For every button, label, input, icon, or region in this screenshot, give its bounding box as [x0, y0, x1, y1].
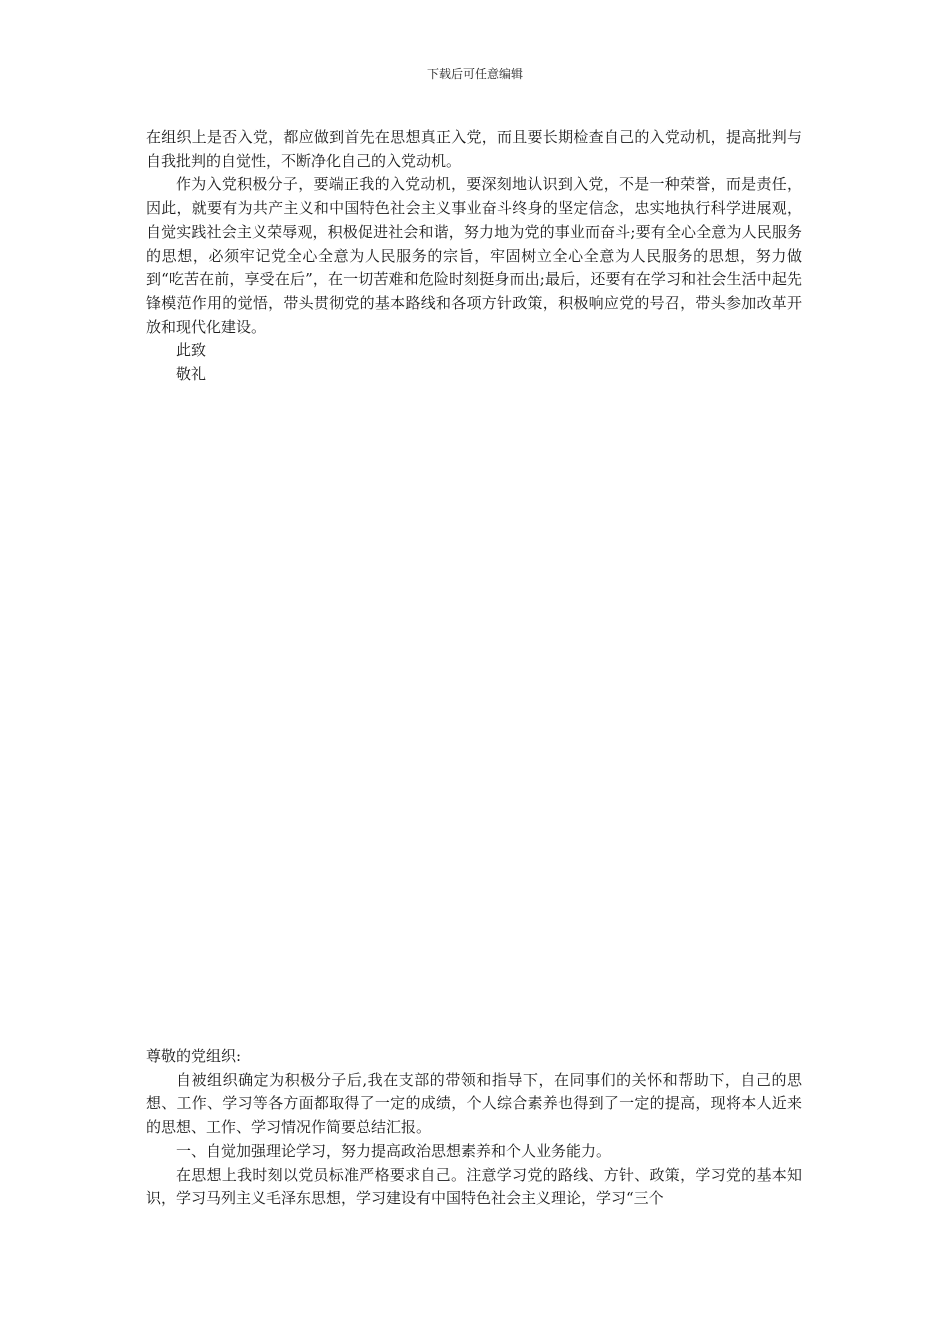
paragraph-thought: 在思想上我时刻以党员标准严格要求自己。注意学习党的路线、方针、政策，学习党的基本知识，学习马列主义毛泽东思想，学习建设有中国特色社会主义理论，学习“三个: [146, 1165, 802, 1208]
letter-salutation: 尊敬的党组织:: [146, 1047, 242, 1065]
paragraph-motivation: 作为入党积极分子，要端正我的入党动机，要深刻地认识到入党，不是一种荣誉，而是责任，因此，就要有为共产主义和中国特色社会主义事业奋斗终身的坚定信念，忠实地执行科学进展观，自觉实践社会主义荣辱观，积极促进社会和谐，努力地为党的事业而奋斗;要有全心全意为人民服务的思想，必须牢记党全心全意为人民服务的宗旨，牢固树立全心全意为人民服务的思想，努力做到“吃苦在前，享受在后”，在一切苦难和危险时刻挺身而出;最后，还要有在学习和社会生活中起先锋模范作用的觉悟，带头贯彻党的基本路线和各项方针政策，积极响应党的号召，带头参加改革开放和现代化建设。: [146, 175, 802, 336]
closing-regards: 敬礼: [176, 365, 207, 384]
closing-salutation: 此致: [176, 341, 207, 360]
paragraph-intro: 自被组织确定为积极分子后,我在支部的带领和指导下，在同事们的关怀和帮助下，自己的思想、工作、学习等各方面都取得了一定的成绩，个人综合素养也得到了一定的提高，现将本人近来的思想、工作、学习情况作简要总结汇报。: [146, 1070, 802, 1137]
letter-body-section-1: [146, 126, 802, 387]
section-heading: 一、自觉加强理论学习，努力提高政治思想素养和个人业务能力。: [176, 1141, 612, 1160]
letter-body-section-2: [146, 1045, 802, 1211]
page-header: 下载后可任意编辑: [426, 67, 523, 81]
paragraph-continuation: 在组织上是否入党，都应做到首先在思想真正入党，而且要长期检查自己的入党动机，提高批判与自我批判的自觉性，不断净化自己的入党动机。: [146, 128, 802, 170]
